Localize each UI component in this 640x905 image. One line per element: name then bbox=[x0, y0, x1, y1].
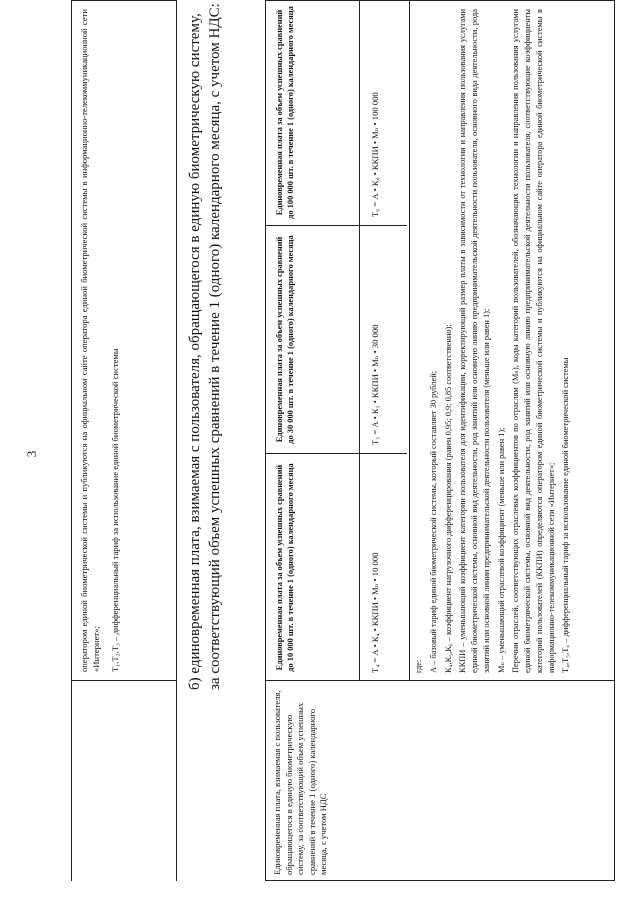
note-line: Мₙ – уменьшающий отраслевой коэффициент (меньше или равен 1); bbox=[496, 427, 506, 673]
continuation-cell bbox=[72, 1, 176, 681]
header-10000: Единовременная плата за объем успешных сравнений до 10 000 шт. в течение 1 (одного) календарного месяца bbox=[275, 463, 296, 672]
table-left-border bbox=[266, 880, 614, 881]
continuation-tariff-note: Т₁,Т₂,Т₃ – дифференциальный тариф за использование единой биометрической системы bbox=[109, 348, 120, 672]
note-line: А – базовый тариф единой биометрической системы, который составляет 30 рублей; bbox=[428, 370, 438, 673]
header-100000: Единовременная плата за объем успешных сравнений до 100 000 шт. в течение 1 (одного) календарного месяца bbox=[275, 6, 296, 219]
formula-t4: Т₄ = А • К₄ • ККПИ • Мₙ • 10 000 bbox=[370, 552, 380, 673]
formula-t6: Т₆ = А • К₆ • ККПИ • Мₙ • 100 000 bbox=[370, 92, 380, 217]
column-divider bbox=[266, 225, 407, 226]
tariff-table bbox=[265, 0, 615, 881]
notes-cell bbox=[409, 1, 614, 681]
column-divider bbox=[266, 453, 407, 454]
header-divider bbox=[359, 1, 360, 681]
continuation-text: оператором единой биометрической системы и публикуются на официальном сайте оператора единой биометрической системы в информационно-телекоммуникационной сети «Интернет»; bbox=[79, 9, 102, 672]
note-line: где: bbox=[414, 659, 423, 673]
note-line: К₄,К₅,К₆ – коэффициент нагрузочного дифференцирования (равен 0,95; 0,9; 0,85 соответственно); bbox=[443, 324, 453, 673]
note-line: ККПИ – уменьшающий коэффициент категории пользователя для идентификации, корректирующий размер платы в зависимости от технологии и направления пользования услугами единой биометрической системы, основной вид деятельности, род занятий или основную линию предпринимательской деятельности пользователя, основного вида деятельности, рода занятий или основной линии предпринимательской деятельности пользователя (меньше или равен 1); bbox=[458, 9, 491, 673]
formula-t5: Т₅ = А • К₅ • ККПИ • Мₙ • 30 000 bbox=[370, 324, 380, 445]
continuation-table bbox=[71, 0, 177, 881]
note-line: Т₄,Т₅,Т₆ – дифференциальный тариф за использование единой биометрической системы bbox=[561, 357, 571, 673]
note-line: Перечни отраслей, соответствующих отраслевых коэффициентов по отраслям (Мₙ), коды категорий пользователей, обозначающих технологии и направления пользования услугами единой биометрической системы, основной вид деятельности, род занятий или основную линию предпринимательской деятельности пользователя, соответствующие коэффициенты категорий пользователей (ККПИ) определяются оператором единой биометрической системы и публикуются на официальном сайте оператора единой биометрической системы в информационно-телекоммуникационной сети «Интернет»; bbox=[511, 9, 556, 673]
header-30000: Единовременная плата за объем успешных сравнений до 30 000 шт. в течение 1 (одного) календарного месяца bbox=[275, 235, 296, 444]
page-number: 3 bbox=[24, 450, 39, 458]
row-label: Единовременная плата, взимаемая с пользователя, обращающегося в единую биометрическую систему, за соответствующий объем успешных сравнений в течение 1 (одного) календарного месяца, с учетом НДС bbox=[272, 690, 329, 875]
section-heading: б) единовременная плата, взимаемая с пользователя, обращающегося в единую биометрическую систему, за соответствующий объем успешных сравнений в течение 1 (одного) календарного месяца, с учетом НДС: bbox=[187, 3, 223, 690]
